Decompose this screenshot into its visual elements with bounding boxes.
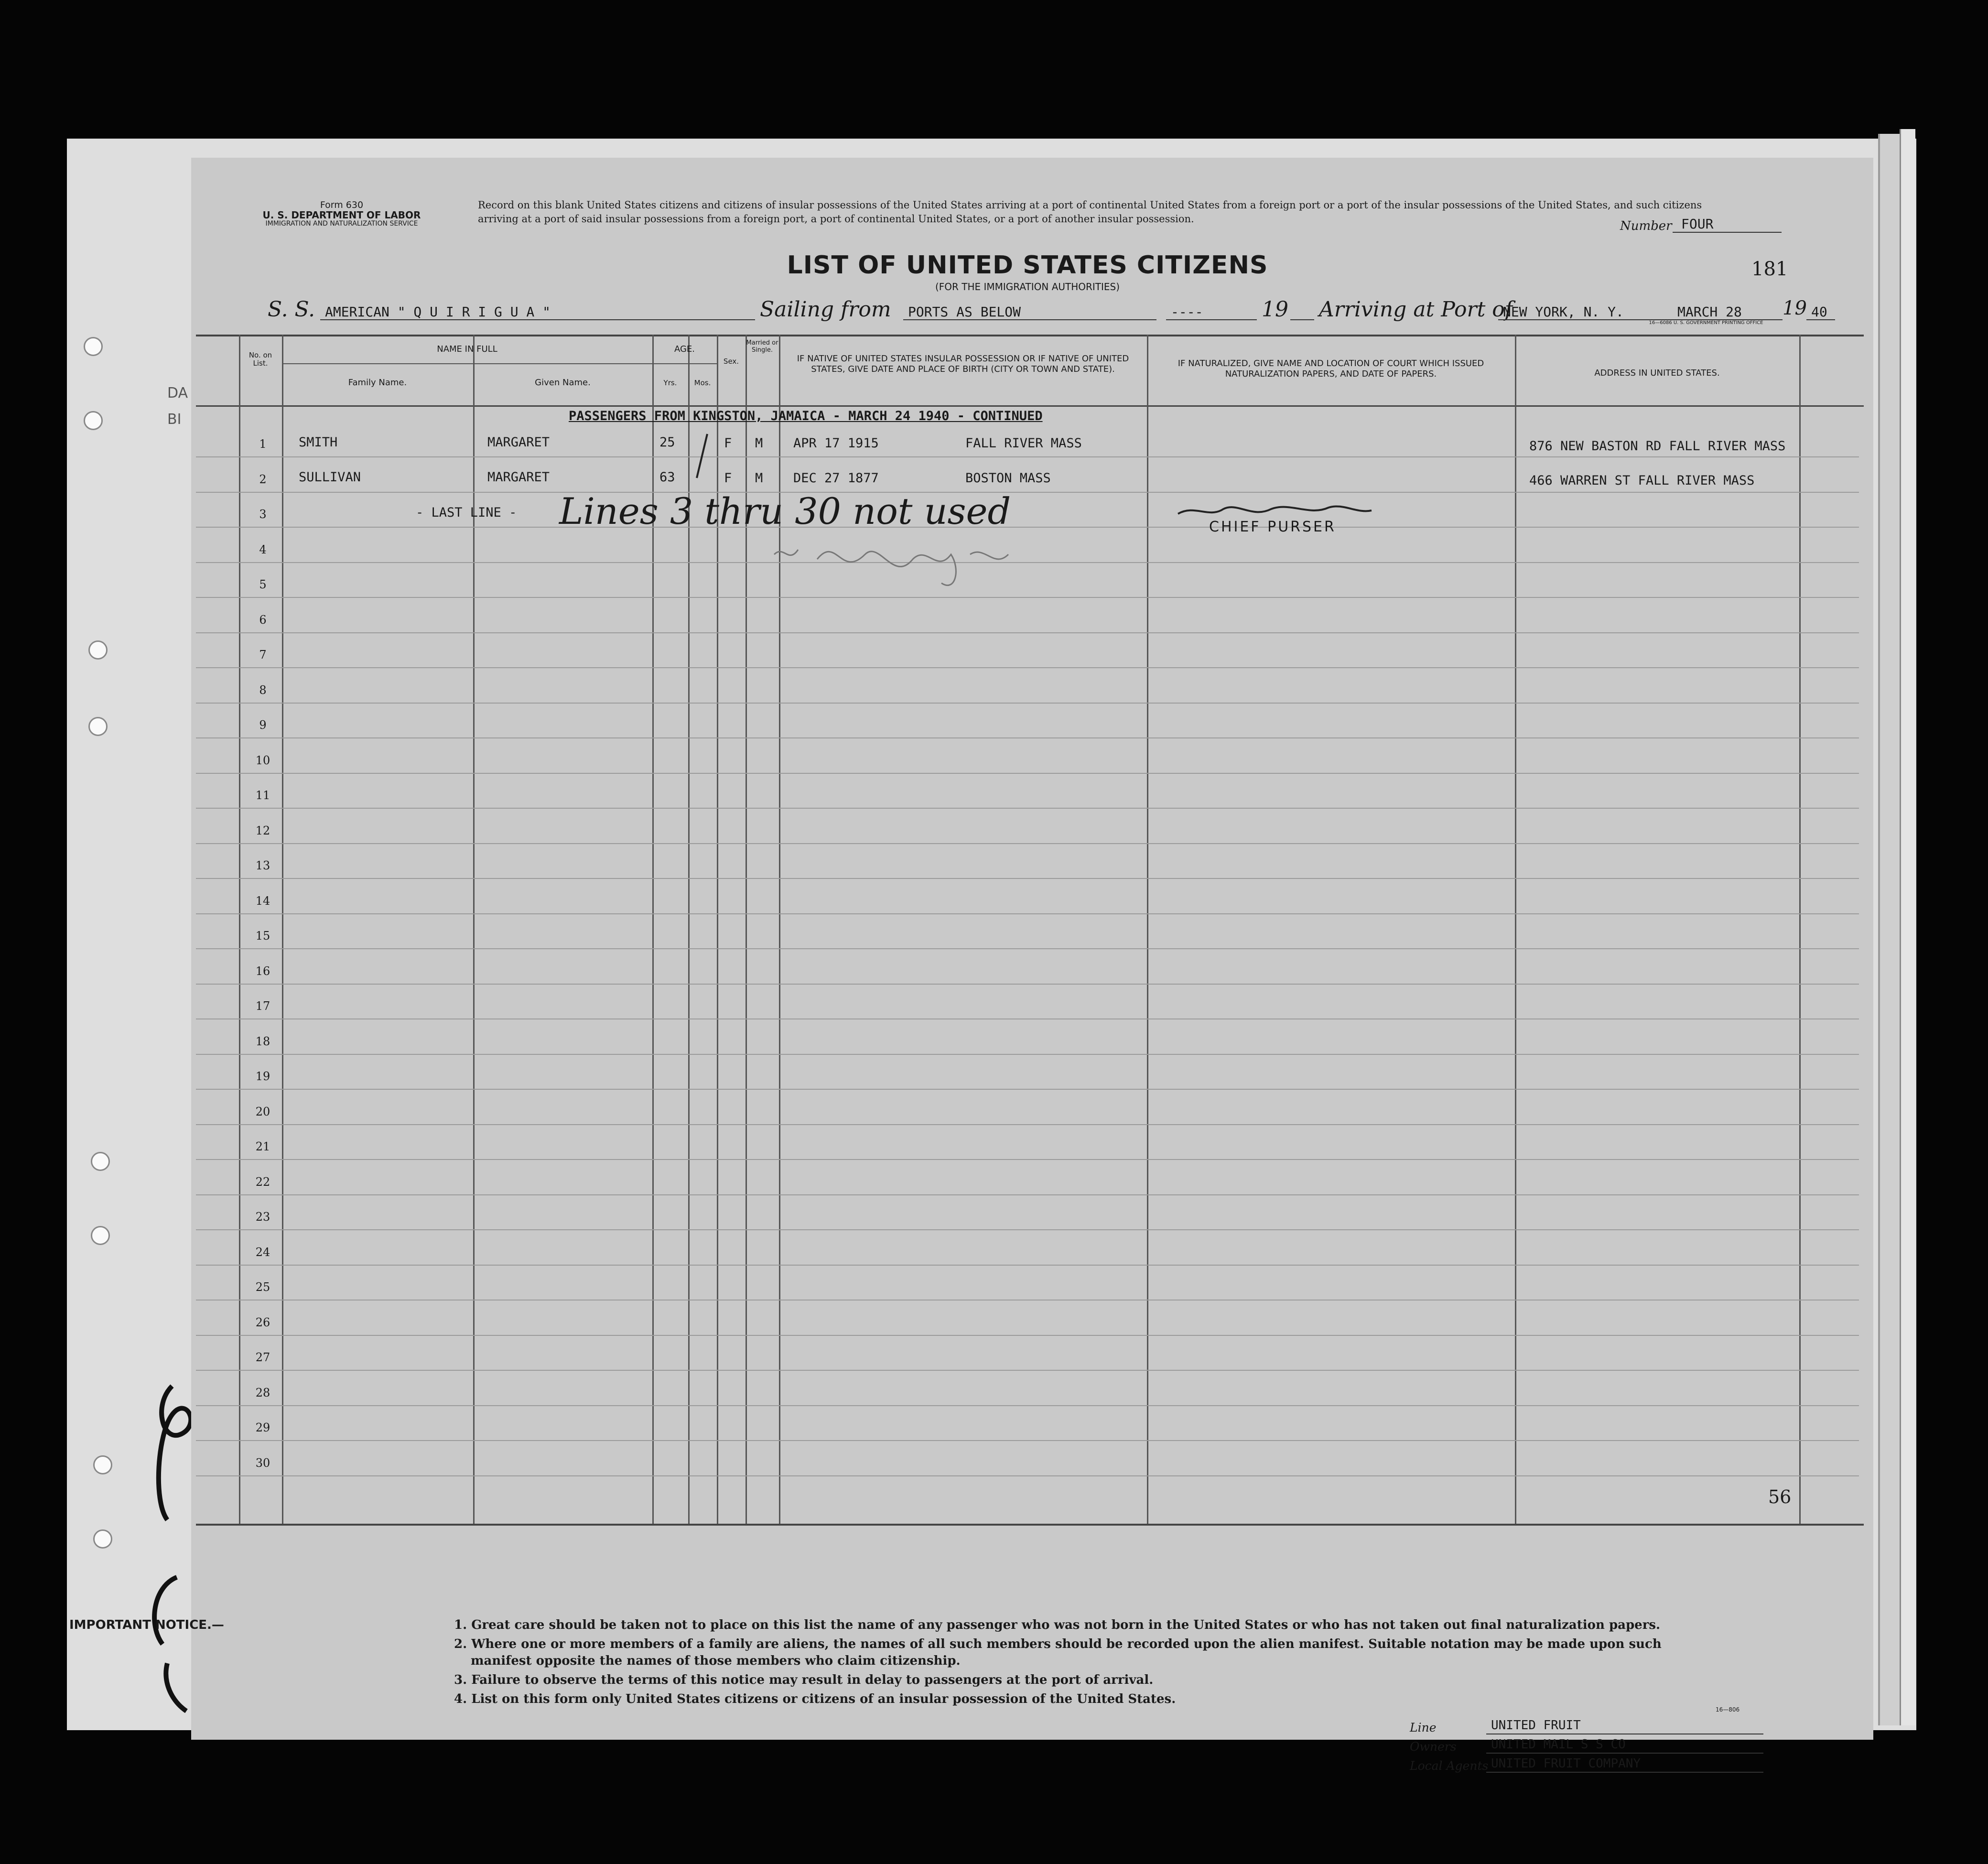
marital-status: M (755, 436, 763, 451)
address: 876 NEW BASTON RD FALL RIVER MASS (1529, 439, 1786, 454)
sailing-from: PORTS AS BELOW (903, 304, 1156, 320)
header-married-single: Married or Single. (746, 339, 778, 354)
underlying-text-fragment: DA (167, 385, 188, 401)
row-rule (196, 456, 1859, 457)
row-rule (196, 1335, 1859, 1336)
pencil-signature (769, 526, 1037, 597)
row-rule (196, 808, 1859, 809)
row-rule (196, 1054, 1859, 1055)
arriving-year-prefix: 19 (1783, 297, 1807, 319)
punch-hole (84, 337, 103, 356)
row-rule (196, 878, 1859, 879)
birth-place: BOSTON MASS (965, 471, 1051, 486)
row-number: 10 (255, 753, 270, 767)
name-subhead-line (282, 363, 698, 364)
page-title: LIST OF UNITED STATES CITIZENS (787, 251, 1268, 280)
birth-date: APR 17 1915 (793, 436, 879, 451)
year-blank (1290, 304, 1314, 320)
notice-4: 4. List on this form only United States citizens or citizens of an insular possession of the United States. (454, 1692, 1176, 1706)
age-years: 63 (659, 470, 675, 485)
row-rule (196, 1159, 1859, 1160)
row-rule (196, 632, 1859, 633)
punch-hole (84, 411, 103, 430)
sailing-date: ---- (1166, 304, 1257, 320)
year-prefix: 19 (1262, 297, 1288, 322)
sex: F (724, 436, 732, 451)
age-subhead-line (652, 363, 717, 364)
row-number: 5 (259, 578, 267, 591)
arriving-date: MARCH 28 (1673, 304, 1783, 320)
punch-hole (93, 1529, 112, 1549)
number-value: FOUR (1673, 216, 1782, 233)
purser-title: CHIEF PURSER (1209, 519, 1336, 535)
arriving-year: 40 (1806, 304, 1835, 320)
notice-2-cont: manifest opposite the names of those members who claim citizenship. (471, 1654, 961, 1668)
form-footer (191, 1529, 1873, 1773)
row-rule (196, 773, 1859, 774)
owners-label: Owners (1410, 1740, 1457, 1754)
row-number: 4 (259, 542, 267, 556)
row-number: 22 (255, 1175, 270, 1189)
row-rule (196, 1229, 1859, 1230)
notice-1: 1. Great care should be taken not to place on this list the name of any passenger who was not born in the United States or who has not taken out final naturalization papers. (454, 1618, 1661, 1632)
row-rule (196, 1194, 1859, 1195)
family-name: SMITH (299, 435, 338, 450)
row-number: 27 (255, 1351, 270, 1364)
notice-2: 2. Where one or more members of a family are aliens, the names of all such members should be recorded upon the alien manifest. Suitable notation may be made upon such (454, 1637, 1662, 1651)
header-age: AGE. (674, 344, 695, 354)
header-sex: Sex. (723, 357, 739, 366)
form-header (191, 158, 1873, 330)
line-label: Line (1410, 1721, 1437, 1734)
row-rule (196, 1405, 1859, 1406)
col-divider (1799, 335, 1801, 1525)
punch-hole (88, 640, 108, 660)
family-name: SULLIVAN (299, 470, 361, 485)
address: 466 WARREN ST FALL RIVER MASS (1529, 473, 1755, 488)
row-number: 7 (259, 648, 267, 661)
header-native: IF NATIVE OF UNITED STATES INSULAR POSSESSION OR IF NATIVE OF UNITED STATES, GIVE DATE AND PLACE OF BIRTH (CITY OR TOWN AND STATE). (797, 354, 1129, 374)
agents-value: UNITED FRUIT COMPANY (1486, 1756, 1763, 1773)
row-rule (196, 984, 1859, 985)
passenger-table (196, 335, 1869, 1525)
birth-place: FALL RIVER MASS (965, 436, 1082, 451)
number-label: Number (1620, 219, 1672, 233)
underlying-text-fragment: BI (167, 411, 182, 428)
notice-3: 3. Failure to observe the terms of this notice may result in delay to passengers at the port of arrival. (454, 1673, 1154, 1687)
row-number: 2 (259, 472, 267, 486)
row-rule (196, 948, 1859, 949)
agents-label: Local Agents (1410, 1759, 1489, 1773)
page-subtitle: (FOR THE IMMIGRATION AUTHORITIES) (935, 281, 1120, 293)
notice-text: Record on this blank United States citizens and citizens of insular possessions of the United States arriving at a port of continental United States from a foreign port or a port of the insular possessions of the United States, and such citizens arriving at a port of said insular possessions from a foreign port, a port of continental United States, or a port of another insular possession. (478, 199, 1702, 225)
row-number: 29 (255, 1421, 270, 1434)
punch-hole (91, 1226, 110, 1245)
row-rule (196, 703, 1859, 704)
birth-date: DEC 27 1877 (793, 471, 879, 486)
header-bottom-border (196, 405, 1864, 407)
punch-hole (91, 1152, 110, 1171)
row-rule (196, 1124, 1859, 1125)
col-divider (282, 335, 283, 1525)
owners-value: UNITED MAIL S S CO (1486, 1737, 1763, 1754)
department: U. S. DEPARTMENT OF LABOR (262, 209, 421, 221)
age-years: 25 (659, 435, 675, 450)
header-no-on-list: No. on List. (248, 351, 272, 368)
row-number: 1 (259, 437, 267, 451)
header-name-in-full: NAME IN FULL (437, 344, 497, 354)
row-number: 24 (255, 1245, 270, 1259)
row-number: 28 (255, 1386, 270, 1399)
row-number: 9 (259, 718, 267, 732)
row-number: 30 (255, 1456, 270, 1470)
gpo-imprint: 16—6086 U. S. GOVERNMENT PRINTING OFFICE (1649, 320, 1763, 325)
service: IMMIGRATION AND NATURALIZATION SERVICE (265, 220, 418, 228)
line-value: UNITED FRUIT (1486, 1718, 1763, 1734)
row-number: 8 (259, 683, 267, 697)
header-naturalized: IF NATURALIZED, GIVE NAME AND LOCATION OF COURT WHICH ISSUED NATURALIZATION PAPERS, AND DATE OF PAPERS. (1178, 358, 1484, 379)
row-number: 25 (255, 1280, 270, 1294)
handwritten-note: Lines 3 thru 30 not used (559, 490, 1011, 532)
important-notice-label: IMPORTANT NOTICE.— (69, 1618, 224, 1632)
form-number: Form 630 (320, 200, 364, 210)
row-rule (196, 843, 1859, 844)
row-number: 12 (255, 824, 270, 837)
ditto-mark (688, 430, 717, 483)
section-heading: PASSENGERS FROM KINGSTON, JAMAICA - MARCH 24 1940 - CONTINUED (569, 409, 1043, 423)
row-rule (196, 1475, 1859, 1476)
sex: F (724, 471, 732, 486)
row-rule (196, 1370, 1859, 1371)
row-number: 15 (255, 929, 270, 943)
ship-name: AMERICAN " Q U I R I G U A " (320, 304, 755, 320)
row-rule (196, 1089, 1859, 1090)
citizen-list-form (191, 158, 1873, 1773)
row-number: 19 (255, 1070, 270, 1083)
row-rule (196, 1265, 1859, 1266)
page-number: 181 (1751, 258, 1788, 280)
row-number: 6 (259, 613, 267, 627)
given-name: MARGARET (487, 435, 550, 450)
col-divider (1147, 335, 1148, 1525)
row-rule (196, 667, 1859, 668)
row-number: 13 (255, 859, 270, 872)
row-number: 21 (255, 1140, 270, 1153)
row-number: 17 (255, 999, 270, 1013)
header-family-name: Family Name. (348, 378, 407, 388)
row-number: 16 (255, 964, 270, 978)
row-rule (196, 1440, 1859, 1441)
punch-hole (93, 1455, 112, 1474)
marital-status: M (755, 471, 763, 486)
header-mos: Mos. (694, 379, 711, 387)
last-line-label: - LAST LINE - (416, 505, 517, 520)
row-number: 20 (255, 1105, 270, 1118)
row-number: 11 (255, 789, 270, 802)
col-divider (239, 335, 240, 1525)
row-rule (196, 737, 1859, 738)
sailing-label: Sailing from (760, 297, 891, 322)
punch-hole (88, 717, 108, 736)
row-number: 3 (259, 508, 267, 521)
col-divider (1515, 335, 1516, 1525)
ss-label: S. S. (268, 297, 315, 322)
table-top-border (196, 335, 1864, 336)
row-rule (196, 492, 1859, 493)
arriving-port: NEW YORK, N. Y. (1498, 304, 1675, 320)
row-number: 14 (255, 894, 270, 908)
row-number: 18 (255, 1034, 270, 1048)
row-number: 23 (255, 1210, 270, 1224)
row-rule (196, 913, 1859, 914)
signature-scribble (1176, 502, 1376, 521)
form-code: 16—806 (1716, 1706, 1740, 1713)
arriving-label: Arriving at Port of (1319, 297, 1513, 322)
header-yrs: Yrs. (663, 379, 677, 387)
header-given-name: Given Name. (535, 378, 591, 388)
header-address: ADDRESS IN UNITED STATES. (1594, 368, 1720, 378)
table-bottom-border (196, 1524, 1864, 1526)
given-name: MARGARET (487, 470, 550, 485)
underlying-page-edge-2 (1900, 129, 1915, 1725)
row-number: 26 (255, 1315, 270, 1329)
bottom-number: 56 (1768, 1486, 1792, 1507)
